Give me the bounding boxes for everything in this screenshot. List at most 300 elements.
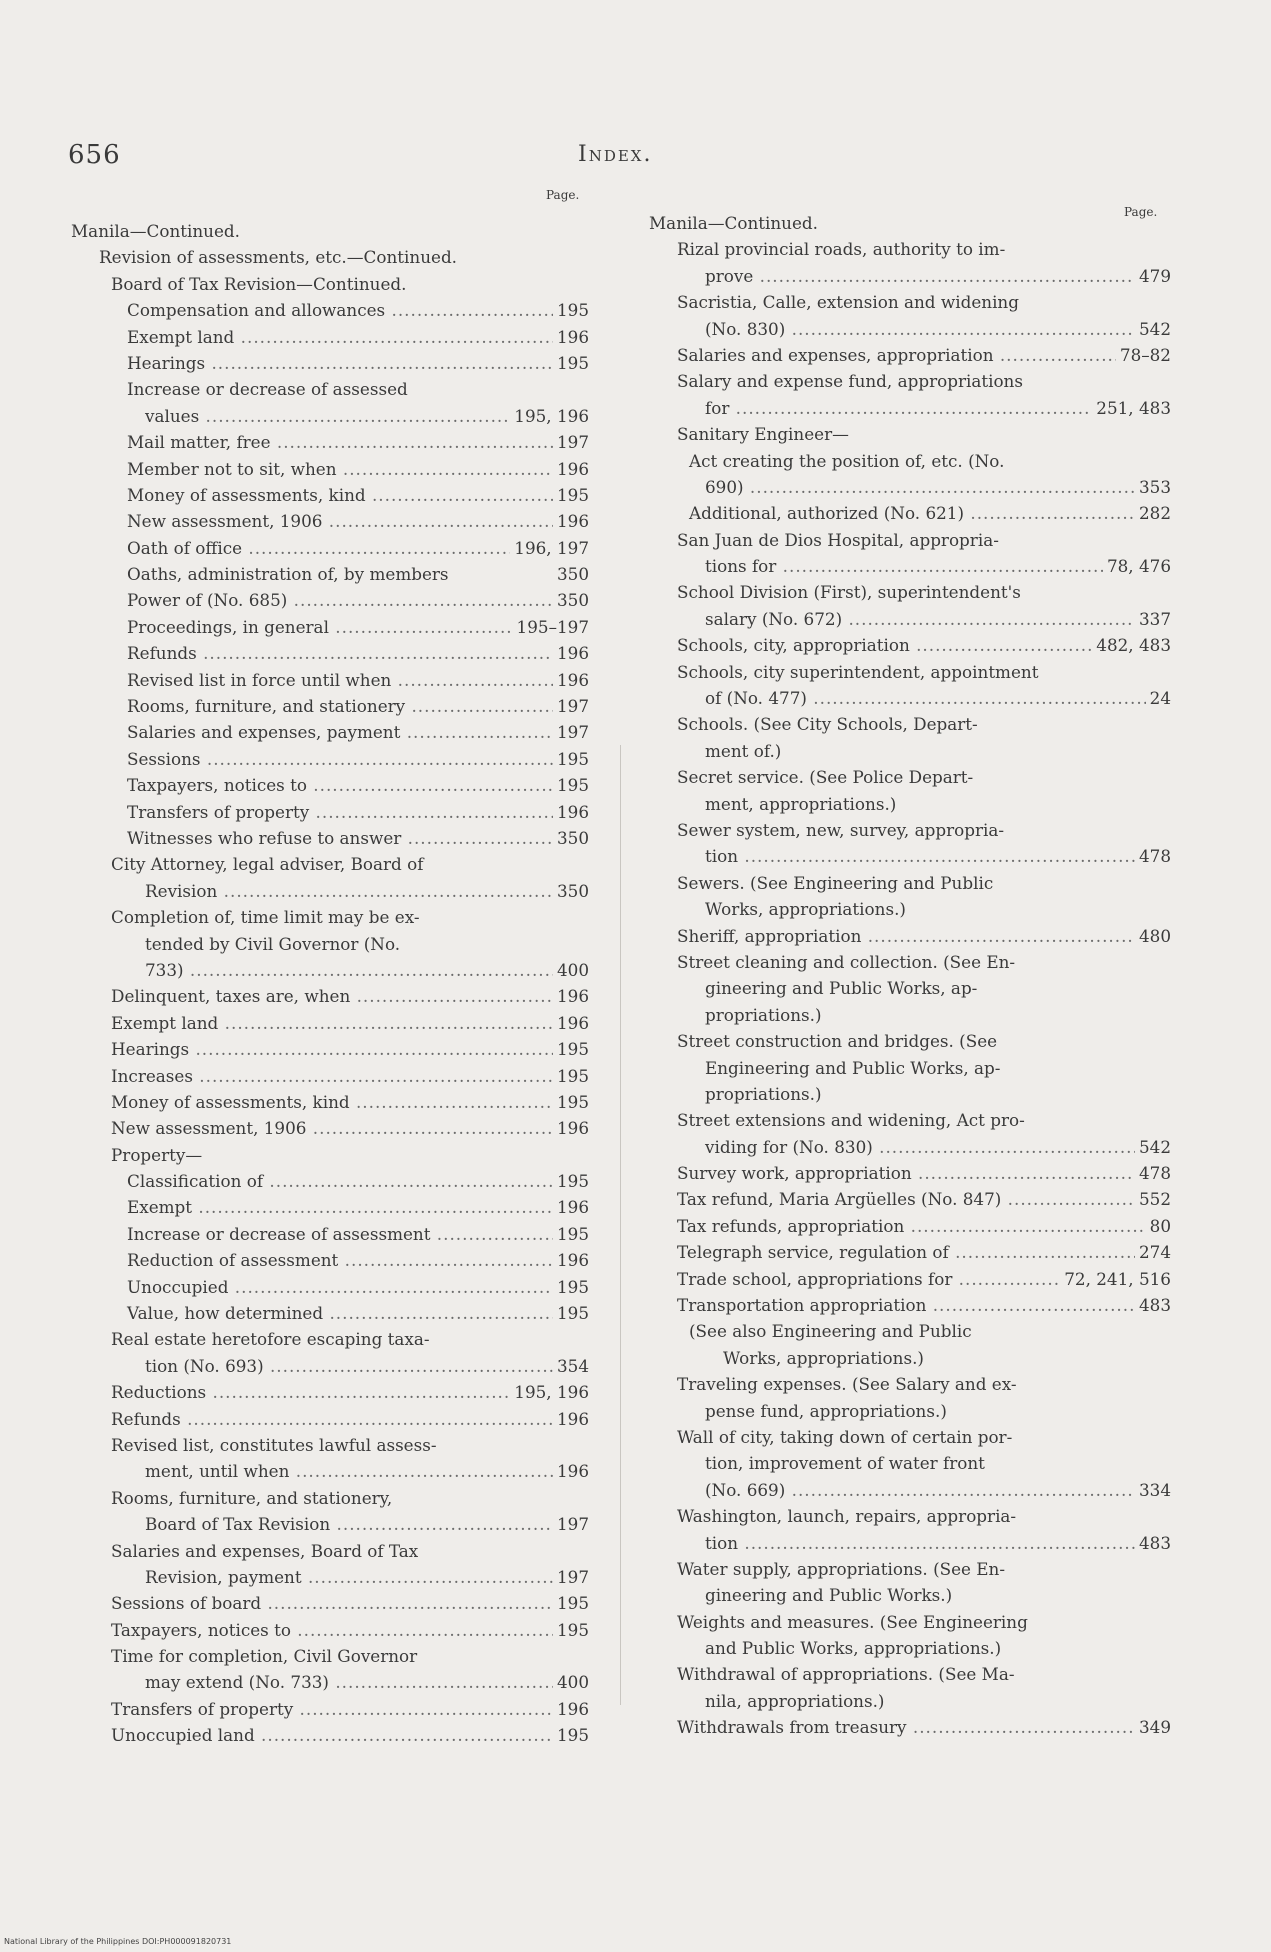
index-entry	[71, 1194, 589, 1220]
index-entry-text: nila, appropriations.)	[705, 1690, 885, 1711]
index-entry-text: Works, appropriations.)	[723, 1347, 924, 1368]
index-entry	[71, 429, 589, 455]
index-entry-text: Street extensions and widening, Act pro-	[677, 1110, 1025, 1131]
index-entry	[71, 587, 589, 613]
index-page-ref: 196	[553, 1247, 589, 1273]
index-page-ref: 196	[553, 1010, 589, 1036]
index-entry-text: Hearings .....	[111, 1036, 589, 1062]
index-entry-text: Refunds .....	[127, 640, 589, 666]
index-page-ref: 78–82	[1116, 342, 1171, 368]
index-entry-text: Transfers of property .....	[111, 1696, 589, 1722]
index-entry-text: prove .....	[705, 263, 1171, 289]
index-entry-text: Unoccupied land .....	[111, 1722, 589, 1748]
index-page-ref: 195	[553, 482, 589, 508]
index-entry-text: Revision, payment .....	[145, 1564, 589, 1590]
index-entry-text: Exempt land .....	[111, 1010, 589, 1036]
index-entry	[71, 772, 589, 798]
index-entry	[71, 1142, 589, 1168]
index-entry-text: Value, how determined .....	[127, 1300, 589, 1326]
index-page-ref: 350	[553, 561, 589, 587]
index-entry	[71, 746, 589, 772]
index-entry-text: Traveling expenses. (See Salary and ex-	[677, 1374, 1017, 1395]
index-entry-text: Sessions .....	[127, 746, 589, 772]
index-entry-text: Salary and expense fund, appropriations	[677, 371, 1023, 392]
index-entry	[649, 1371, 1171, 1397]
index-page-ref: 195	[553, 772, 589, 798]
index-entry	[649, 1107, 1171, 1133]
index-entry	[649, 1345, 1171, 1371]
index-entry	[649, 1424, 1171, 1450]
index-entry-text: Telegraph service, regulation of .....	[677, 1239, 1171, 1265]
index-entry-text: Exempt .....	[127, 1194, 589, 1220]
index-page-ref: 196	[553, 1458, 589, 1484]
index-entry	[649, 1055, 1171, 1081]
index-entry	[649, 923, 1171, 949]
index-entry	[71, 561, 589, 587]
index-entry-text: (No. 669) .....	[705, 1477, 1171, 1503]
index-page-ref: 197	[553, 693, 589, 719]
index-entry-text: Unoccupied .....	[127, 1274, 589, 1300]
index-entry-text: (See also Engineering and Public	[689, 1321, 972, 1342]
index-entry-text: Manila—Continued.	[71, 221, 241, 241]
index-entry-text: may extend (No. 733) .....	[145, 1669, 589, 1695]
index-entry-text: Salaries and expenses, appropriation .....	[677, 342, 1171, 368]
index-page-ref: 478	[1135, 843, 1171, 869]
index-entry	[649, 1081, 1171, 1107]
index-entry-text: viding for (No. 830) .....	[705, 1134, 1171, 1160]
page-number: 656	[68, 140, 121, 170]
index-entry-text: Sanitary Engineer—	[677, 424, 849, 445]
index-page-ref: 78, 476	[1103, 553, 1171, 579]
index-entry	[649, 368, 1171, 394]
index-page-ref: 350	[553, 825, 589, 851]
index-entry-text: Sewers. (See Engineering and Public	[677, 872, 994, 893]
index-page-ref: 542	[1135, 1134, 1171, 1160]
index-entry	[649, 1635, 1171, 1661]
index-entry-text: Water supply, appropriations. (See En-	[677, 1558, 1006, 1579]
index-entry	[71, 1485, 589, 1511]
index-entry	[71, 1089, 589, 1115]
index-entry-text: Schools, city, appropriation .....	[677, 632, 1171, 658]
index-entry-text: Property—	[111, 1144, 203, 1165]
index-entry-text: Taxpayers, notices to .....	[111, 1617, 589, 1643]
index-entry-text: Oath of office .....	[127, 535, 589, 561]
index-page-ref: 72, 241, 516	[1060, 1266, 1171, 1292]
index-entry-text: Sacristia, Calle, extension and widening	[677, 292, 1019, 313]
index-entry	[649, 1688, 1171, 1714]
index-entry-text: Exempt land .....	[127, 324, 589, 350]
index-entry	[71, 1115, 589, 1141]
index-entry	[649, 579, 1171, 605]
index-entry-text: Sheriff, appropriation .....	[677, 923, 1171, 949]
index-entry	[71, 1590, 589, 1616]
index-entry	[649, 1582, 1171, 1608]
index-entry	[71, 931, 589, 957]
index-entry	[71, 297, 589, 323]
index-entry-text: and Public Works, appropriations.)	[705, 1638, 1002, 1659]
index-entry-text: Completion of, time limit may be ex-	[111, 907, 420, 928]
index-entry	[649, 1556, 1171, 1582]
index-entry	[71, 983, 589, 1009]
index-entry	[71, 640, 589, 666]
index-entry-text: Act creating the position of, etc. (No.	[689, 450, 1005, 471]
index-entry	[71, 456, 589, 482]
running-head: Index.	[578, 142, 653, 167]
index-page-ref: 195–197	[513, 614, 589, 640]
index-entry	[71, 1274, 589, 1300]
index-entry	[649, 1292, 1171, 1318]
index-entry-text: Washington, launch, repairs, appropria-	[677, 1506, 1017, 1527]
index-entry	[649, 711, 1171, 737]
index-entry-text: tended by Civil Governor (No.	[145, 933, 401, 954]
index-entry	[71, 1696, 589, 1722]
index-page-ref: 195	[553, 1590, 589, 1616]
index-entry-text: Board of Tax Revision—Continued.	[111, 273, 407, 294]
index-page-ref: 195	[553, 746, 589, 772]
index-entry	[649, 870, 1171, 896]
index-entry	[71, 403, 589, 429]
index-entry-text: Revision .....	[145, 878, 589, 904]
index-entry-text: Trade school, appropriations for .....	[677, 1266, 1171, 1292]
index-page-ref: 282	[1135, 500, 1171, 526]
index-page-ref: 197	[553, 1511, 589, 1537]
index-entry	[71, 482, 589, 508]
index-entry-text: Tax refunds, appropriation .....	[677, 1213, 1171, 1239]
index-entry-text: Revised list, constitutes lawful assess-	[111, 1434, 437, 1455]
column-divider	[620, 745, 621, 1705]
index-page-ref: 195	[553, 350, 589, 376]
index-entry	[649, 1160, 1171, 1186]
index-page-ref: 195	[553, 1221, 589, 1247]
index-page-ref: 196	[553, 456, 589, 482]
index-entry	[71, 1168, 589, 1194]
index-page-ref: 479	[1135, 263, 1171, 289]
index-page-ref: 24	[1146, 685, 1171, 711]
index-entry	[71, 1353, 589, 1379]
index-entry-text: tion, improvement of water front	[705, 1453, 985, 1474]
index-entry	[649, 791, 1171, 817]
index-entry	[71, 878, 589, 904]
index-entry-text: Proceedings, in general .....	[127, 614, 589, 640]
index-entry-text: City Attorney, legal adviser, Board of	[111, 854, 424, 875]
index-entry-text: Refunds .....	[111, 1406, 589, 1432]
index-entry-text: Oaths, administration of, by members	[127, 564, 449, 585]
index-entry-text: Transfers of property .....	[127, 799, 589, 825]
index-entry	[71, 1669, 589, 1695]
index-entry	[71, 693, 589, 719]
index-page-ref: 542	[1135, 316, 1171, 342]
index-page-ref: 196	[553, 1696, 589, 1722]
index-entry	[649, 1186, 1171, 1212]
index-entry-text: Delinquent, taxes are, when .....	[111, 983, 589, 1009]
index-page-ref: 337	[1135, 606, 1171, 632]
page-label-right: Page.	[1124, 205, 1158, 219]
index-entry-text: Schools, city superintendent, appointment	[677, 661, 1039, 682]
index-entry	[649, 236, 1171, 262]
index-page-ref: 354	[553, 1353, 589, 1379]
index-page-ref: 195	[553, 1274, 589, 1300]
index-entry	[71, 271, 589, 297]
index-entry	[649, 1477, 1171, 1503]
index-page-ref: 400	[553, 957, 589, 983]
index-entry-text: Withdrawals from treasury .....	[677, 1714, 1171, 1740]
index-entry-text: Increase or decrease of assessed	[127, 379, 408, 400]
index-entry	[649, 316, 1171, 342]
index-entry	[649, 263, 1171, 289]
index-entry-text: Increases .....	[111, 1063, 589, 1089]
index-entry-text: tion (No. 693) .....	[145, 1353, 589, 1379]
index-entry	[649, 1714, 1171, 1740]
index-entry	[649, 659, 1171, 685]
index-entry	[71, 376, 589, 402]
index-entry	[649, 843, 1171, 869]
index-entry-text: Taxpayers, notices to .....	[127, 772, 589, 798]
index-page-ref: 482, 483	[1092, 632, 1171, 658]
index-page-ref: 196	[553, 983, 589, 1009]
index-page-ref: 480	[1135, 923, 1171, 949]
index-entry-text: School Division (First), superintendent's	[677, 582, 1021, 603]
index-entry-text: Power of (No. 685) .....	[127, 587, 589, 613]
index-entry	[649, 1239, 1171, 1265]
index-entry	[71, 1511, 589, 1537]
index-entry-text: Reduction of assessment .....	[127, 1247, 589, 1273]
index-entry	[71, 218, 589, 244]
index-page-ref: 552	[1135, 1186, 1171, 1212]
index-page-ref: 483	[1135, 1530, 1171, 1556]
index-entry-text: Wall of city, taking down of certain por-	[677, 1426, 1013, 1447]
index-entry	[649, 1398, 1171, 1424]
index-entry	[649, 1661, 1171, 1687]
index-entry-text: Rooms, furniture, and stationery .....	[127, 693, 589, 719]
index-entry	[71, 1722, 589, 1748]
index-entry-text: of (No. 477) .....	[705, 685, 1171, 711]
index-entry	[71, 1406, 589, 1432]
index-entry	[71, 535, 589, 561]
page-label-left: Page.	[546, 188, 580, 202]
index-entry	[71, 825, 589, 851]
index-page-ref: 196	[553, 324, 589, 350]
index-entry-text: Weights and measures. (See Engineering	[677, 1611, 1028, 1632]
index-entry	[649, 632, 1171, 658]
index-entry	[649, 1266, 1171, 1292]
index-entry	[71, 1379, 589, 1405]
index-entry-text: Engineering and Public Works, ap-	[705, 1057, 1001, 1078]
index-page-ref: 195	[553, 1168, 589, 1194]
index-page-ref: 353	[1135, 474, 1171, 500]
index-entry	[649, 342, 1171, 368]
index-entry	[649, 896, 1171, 922]
colophon: National Library of the Philippines DOI:PH000091820731	[4, 1937, 232, 1946]
index-page-ref: 350	[553, 878, 589, 904]
right-index-column	[649, 210, 1171, 1741]
index-entry	[71, 1643, 589, 1669]
index-entry-text: Mail matter, free .....	[127, 429, 589, 455]
index-entry	[649, 1530, 1171, 1556]
index-entry	[71, 904, 589, 930]
index-entry-text: Additional, authorized (No. 621) .....	[689, 500, 1171, 526]
index-entry	[649, 975, 1171, 1001]
index-page-ref: 400	[553, 1669, 589, 1695]
index-entry	[649, 421, 1171, 447]
index-entry	[649, 1028, 1171, 1054]
index-entry-text: Increase or decrease of assessment .....	[127, 1221, 589, 1247]
index-entry-text: ment, until when .....	[145, 1458, 589, 1484]
index-entry-text: Salaries and expenses, Board of Tax	[111, 1540, 419, 1561]
index-entry	[649, 1213, 1171, 1239]
index-entry-text: Secret service. (See Police Depart-	[677, 767, 974, 788]
index-entry-text: San Juan de Dios Hospital, appropria-	[677, 529, 999, 550]
index-page-ref: 334	[1135, 1477, 1171, 1503]
index-entry-text: Revision of assessments, etc.—Continued.	[99, 247, 458, 268]
index-entry	[71, 1538, 589, 1564]
index-entry-text: Rooms, furniture, and stationery,	[111, 1487, 393, 1508]
index-entry-text: pense fund, appropriations.)	[705, 1400, 947, 1421]
index-page-ref: 478	[1135, 1160, 1171, 1186]
index-entry-text: Sessions of board .....	[111, 1590, 589, 1616]
index-page-ref: 196	[553, 508, 589, 534]
index-entry	[71, 851, 589, 877]
index-entry-text: Tax refund, Maria Argüelles (No. 847) .....	[677, 1186, 1171, 1212]
index-entry	[649, 210, 1171, 236]
index-entry	[71, 1432, 589, 1458]
index-entry-text: Manila—Continued.	[649, 213, 819, 233]
index-entry-text: Witnesses who refuse to answer .....	[127, 825, 589, 851]
index-entry-text: propriations.)	[705, 1004, 822, 1025]
index-page-ref: 196	[553, 1406, 589, 1432]
index-entry-text: ment of.)	[705, 740, 782, 761]
index-entry	[649, 500, 1171, 526]
index-entry-text: Money of assessments, kind .....	[127, 482, 589, 508]
index-entry-text: Sewer system, new, survey, appropria-	[677, 819, 1005, 840]
index-entry	[71, 1564, 589, 1590]
index-page-ref: 349	[1135, 1714, 1171, 1740]
index-entry-text: tion .....	[705, 1530, 1171, 1556]
index-entry-text: 690) .....	[705, 474, 1171, 500]
index-entry	[71, 1617, 589, 1643]
index-entry	[649, 553, 1171, 579]
index-entry	[649, 527, 1171, 553]
index-page-ref: 195	[553, 297, 589, 323]
index-entry	[71, 244, 589, 270]
index-entry-text: Street construction and bridges. (See	[677, 1031, 998, 1052]
index-page-ref: 80	[1146, 1213, 1171, 1239]
index-entry-text: New assessment, 1906 .....	[111, 1115, 589, 1141]
index-page-ref: 196	[553, 1194, 589, 1220]
index-entry	[71, 1221, 589, 1247]
index-entry-text: Hearings .....	[127, 350, 589, 376]
index-entry-text: New assessment, 1906 .....	[127, 508, 589, 534]
index-entry-text: Classification of .....	[127, 1168, 589, 1194]
index-entry	[71, 1326, 589, 1352]
index-entry	[649, 1318, 1171, 1344]
index-entry	[71, 799, 589, 825]
index-entry	[649, 474, 1171, 500]
index-entry-text: Time for completion, Civil Governor	[111, 1646, 418, 1667]
index-entry-text: Reductions .....	[111, 1379, 589, 1405]
index-entry	[649, 949, 1171, 975]
index-entry	[649, 1503, 1171, 1529]
index-entry-text: ment, appropriations.)	[705, 793, 897, 814]
index-entry	[649, 395, 1171, 421]
index-page-ref: 195, 196	[510, 1379, 589, 1405]
index-page-ref: 195	[553, 1300, 589, 1326]
index-entry	[649, 1450, 1171, 1476]
index-page-ref: 197	[553, 1564, 589, 1590]
index-entry-text: Works, appropriations.)	[705, 899, 906, 920]
index-entry	[71, 1036, 589, 1062]
index-entry	[71, 324, 589, 350]
index-entry-text: Member not to sit, when .....	[127, 456, 589, 482]
index-page-ref: 195	[553, 1036, 589, 1062]
index-entry-text: tions for .....	[705, 553, 1171, 579]
index-entry-text: gineering and Public Works, ap-	[705, 978, 978, 999]
index-entry	[71, 1300, 589, 1326]
index-entry-text: Real estate heretofore escaping taxa-	[111, 1329, 430, 1350]
index-entry-text: for .....	[705, 395, 1171, 421]
index-entry	[71, 957, 589, 983]
index-page-ref: 196, 197	[510, 535, 589, 561]
index-entry	[71, 1247, 589, 1273]
left-index-column	[71, 218, 589, 1749]
index-entry	[649, 289, 1171, 315]
index-entry	[71, 1010, 589, 1036]
index-entry	[649, 685, 1171, 711]
index-entry-text: propriations.)	[705, 1083, 822, 1104]
index-entry-text: gineering and Public Works.)	[705, 1585, 953, 1606]
index-entry-text: salary (No. 672) .....	[705, 606, 1171, 632]
index-page-ref: 195	[553, 1089, 589, 1115]
index-entry	[71, 667, 589, 693]
index-page-ref: 195	[553, 1063, 589, 1089]
index-page-ref: 197	[553, 429, 589, 455]
index-entry-text: 733) .....	[145, 957, 589, 983]
index-page-ref: 197	[553, 719, 589, 745]
index-page-ref: 251, 483	[1092, 395, 1171, 421]
index-entry-text: Money of assessments, kind .....	[111, 1089, 589, 1115]
index-page-ref: 196	[553, 640, 589, 666]
index-page-ref: 195	[553, 1722, 589, 1748]
index-entry-text: Schools. (See City Schools, Depart-	[677, 714, 978, 735]
index-entry	[649, 738, 1171, 764]
index-entry	[71, 350, 589, 376]
index-page-ref: 483	[1135, 1292, 1171, 1318]
index-entry-text: Withdrawal of appropriations. (See Ma-	[677, 1664, 1015, 1685]
index-entry-text: Survey work, appropriation .....	[677, 1160, 1171, 1186]
index-entry-text: Street cleaning and collection. (See En-	[677, 951, 1016, 972]
index-entry	[71, 719, 589, 745]
index-entry	[649, 1609, 1171, 1635]
index-entry	[71, 614, 589, 640]
index-entry	[649, 1134, 1171, 1160]
index-page-ref: 350	[553, 587, 589, 613]
index-entry	[649, 817, 1171, 843]
index-page-ref: 274	[1135, 1239, 1171, 1265]
index-entry-text: tion .....	[705, 843, 1171, 869]
index-page-ref: 196	[553, 667, 589, 693]
index-page-ref: 195, 196	[510, 403, 589, 429]
index-page-ref: 196	[553, 799, 589, 825]
index-entry	[649, 764, 1171, 790]
index-entry-text: Revised list in force until when .....	[127, 667, 589, 693]
index-page-ref: 196	[553, 1115, 589, 1141]
index-entry-text: Board of Tax Revision .....	[145, 1511, 589, 1537]
index-entry-text: Transportation appropriation .....	[677, 1292, 1171, 1318]
index-entry-text: (No. 830) .....	[705, 316, 1171, 342]
index-entry	[649, 1002, 1171, 1028]
index-entry-text: Compensation and allowances .....	[127, 297, 589, 323]
index-entry	[649, 606, 1171, 632]
index-entry	[71, 1458, 589, 1484]
